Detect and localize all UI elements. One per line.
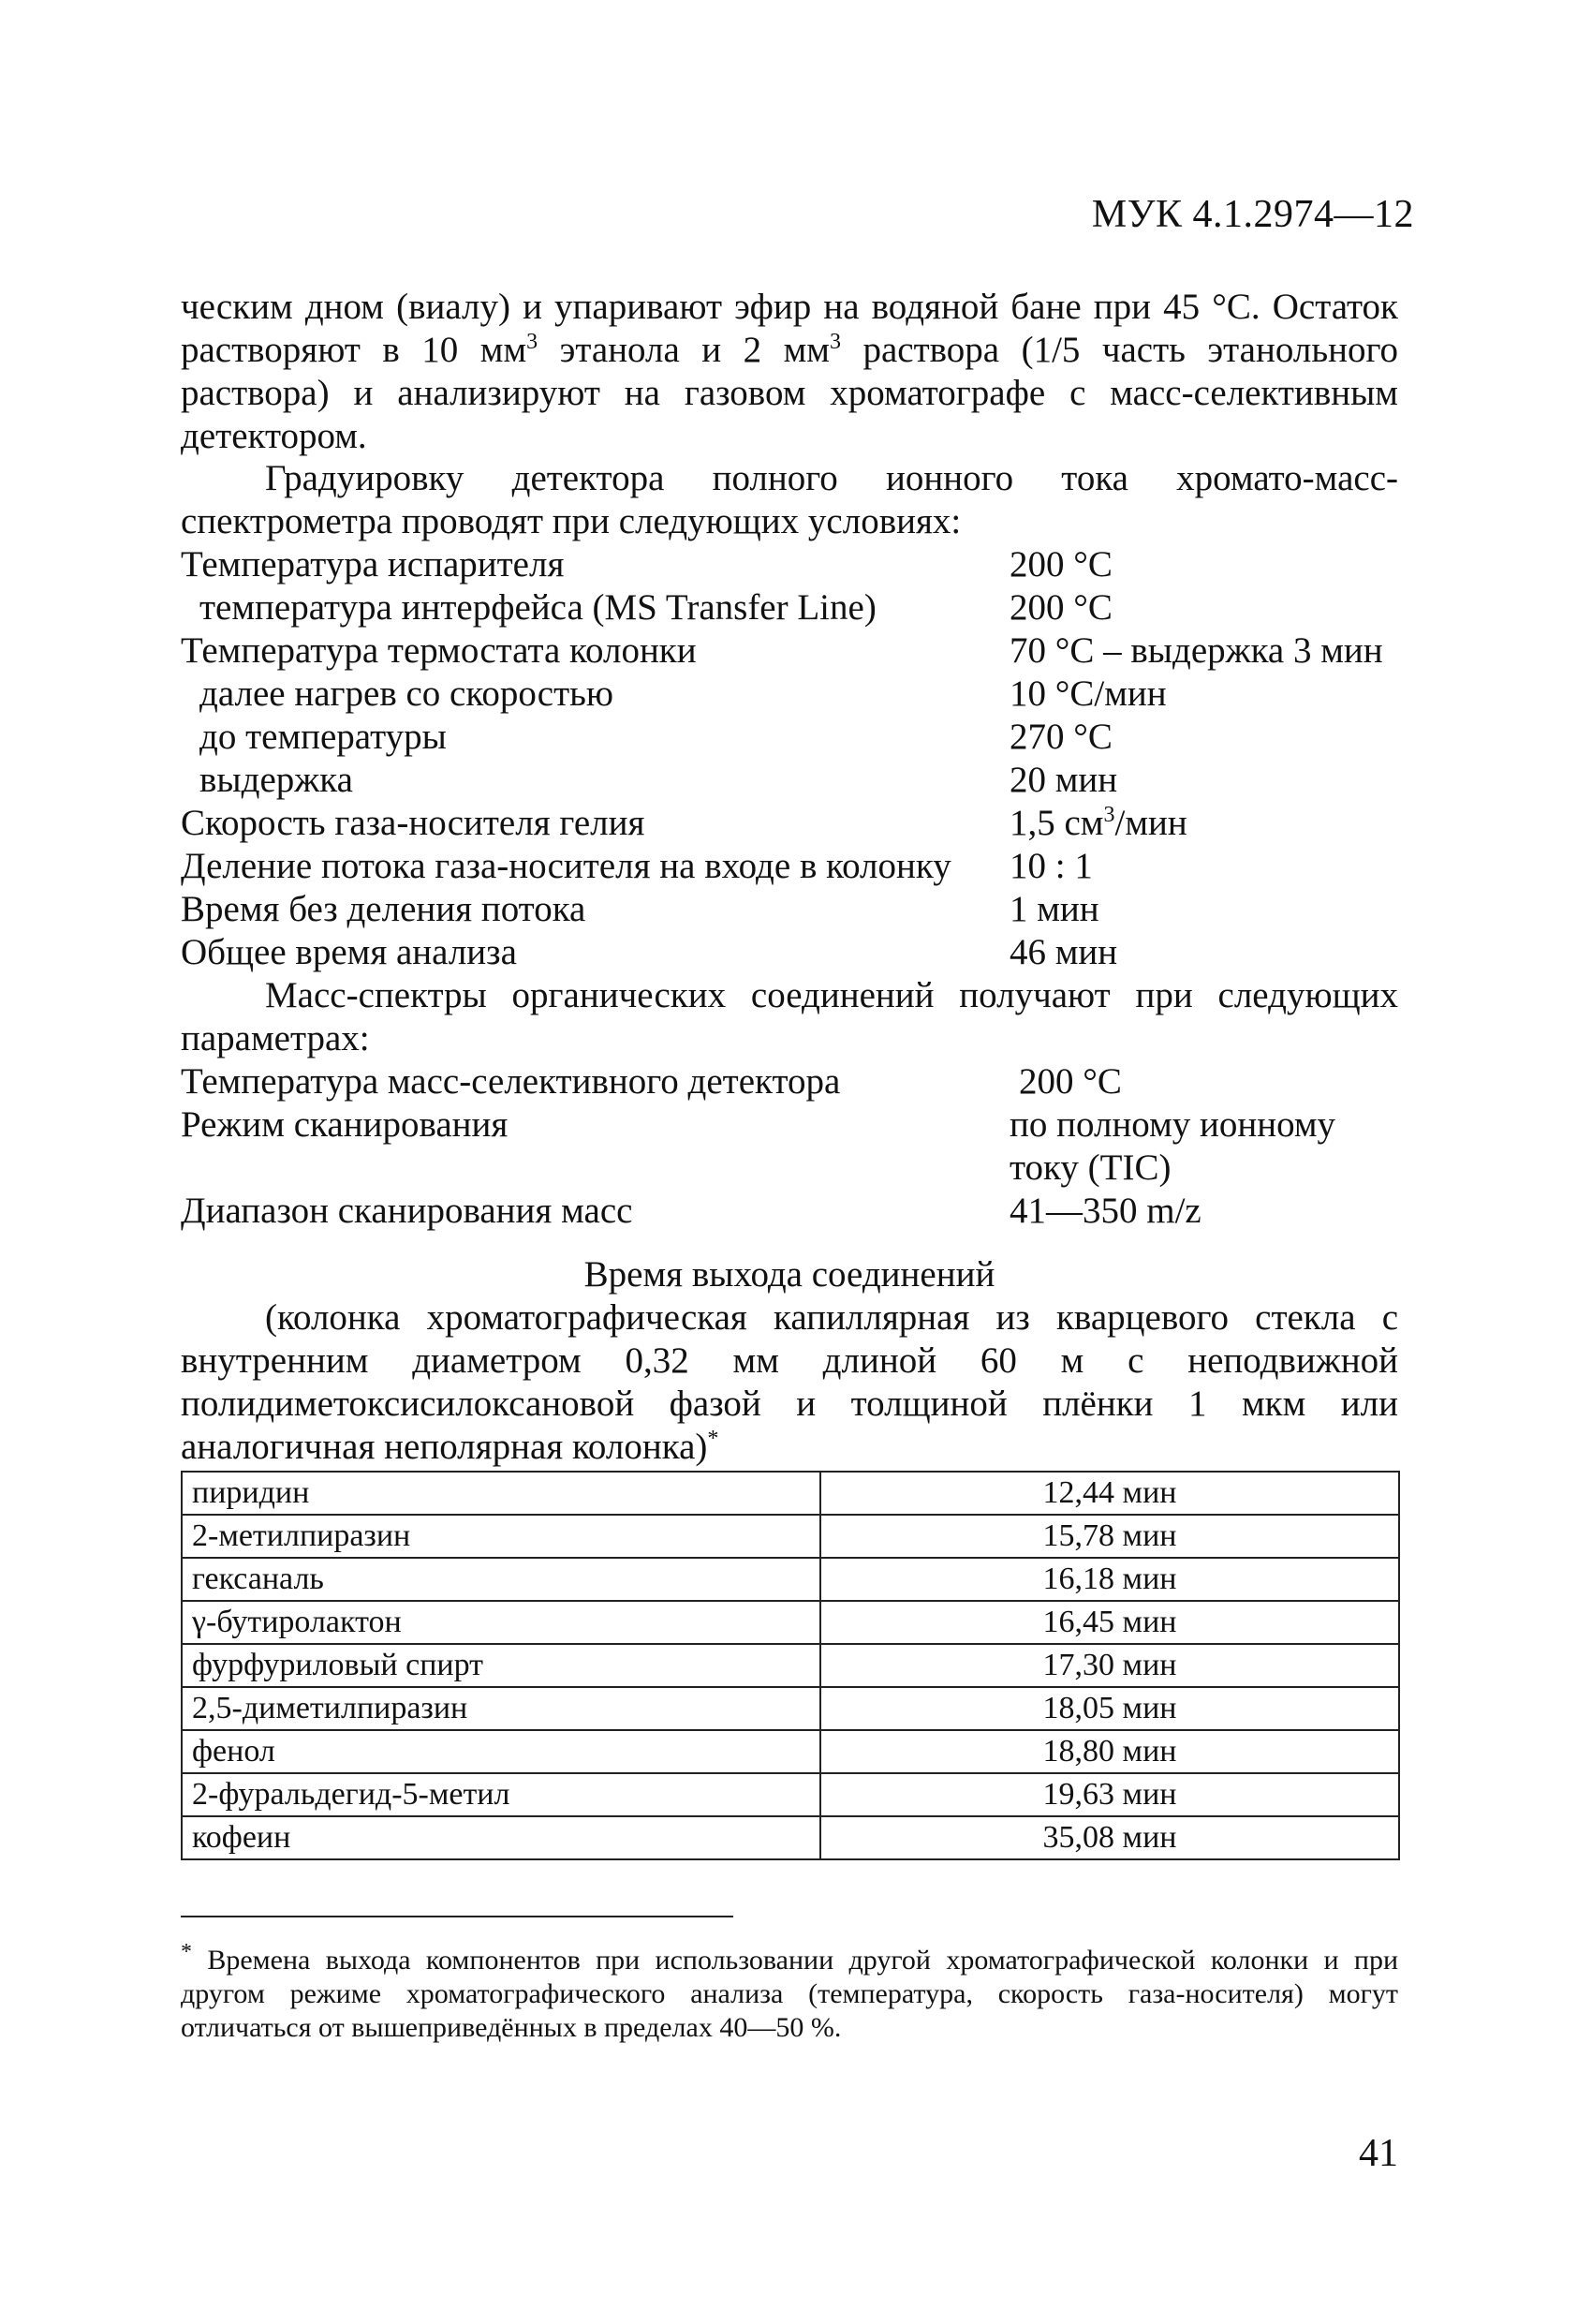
condition-row <box>181 759 1417 802</box>
compound-cell: пиридин <box>182 1472 820 1515</box>
ms-param-row <box>181 1060 1417 1103</box>
compound-cell: 2-фуральдегид-5-метил <box>182 1773 820 1816</box>
condition-row <box>181 931 1417 974</box>
ms-param-value: 200 °С <box>1019 1061 1122 1102</box>
condition-row <box>181 543 1417 586</box>
condition-row <box>181 629 1417 673</box>
page-number: 41 <box>1359 2132 1398 2175</box>
retention-time-cell: 16,18 мин <box>820 1558 1399 1601</box>
table-row <box>182 1773 1399 1816</box>
table-row <box>182 1515 1399 1558</box>
compound-cell: 2-метилпиразин <box>182 1515 820 1558</box>
ms-param-value <box>1010 1103 1335 1190</box>
compound-cell: гексаналь <box>182 1558 820 1601</box>
paragraph-text: этанола и 2 мм <box>538 330 830 370</box>
table-row <box>182 1601 1399 1644</box>
table-row <box>182 1816 1399 1859</box>
ms-param-name: Режим сканирования <box>181 1104 509 1145</box>
paragraph-text: ческим дном (виалу) и упаривают эфир на водяной бане при 45 °С. Остаток растворяют в 10 мм <box>181 287 1398 370</box>
paragraph-text: (колонка хроматографическая капиллярная из кварцевого стекла с внутренним диаметром 0,32 мм длиной 60 м с неподвижной полидиметоксисилоксановой фазой и толщиной плёнки 1 мкм или аналогичная неполярная колонка) <box>181 1297 1398 1467</box>
condition-name: Температура термостата колонки <box>181 630 697 671</box>
document-code: МУК 4.1.2974—12 <box>1091 193 1414 236</box>
footnote-text: Времена выхода компонентов при использовании другой хроматографической колонки и при другом режиме хроматографического анализа (температура, скорость газа-носителя) могут отличаться от вышеприведённых в пределах 40—50 %. <box>181 1945 1398 2043</box>
superscript: 3 <box>830 330 841 354</box>
value-line: току (TIC) <box>1010 1147 1172 1188</box>
condition-value: 70 °С – выдержка 3 мин <box>1010 630 1383 671</box>
retention-time-cell: 16,45 мин <box>820 1601 1399 1644</box>
condition-name: Скорость газа-носителя гелия <box>181 803 645 843</box>
retention-time-cell: 15,78 мин <box>820 1515 1399 1558</box>
retention-time-cell: 17,30 мин <box>820 1644 1399 1687</box>
value-text: /мин <box>1114 803 1187 843</box>
condition-name: до температуры <box>199 717 447 757</box>
condition-name: температура интерфейса (MS Transfer Line) <box>199 587 877 628</box>
condition-row <box>181 673 1417 716</box>
superscript: 3 <box>526 330 538 354</box>
condition-row <box>181 888 1417 931</box>
condition-name: Температура испарителя <box>181 544 565 585</box>
table-row <box>182 1472 1399 1515</box>
condition-value: 10 : 1 <box>1010 846 1093 886</box>
section-title: Время выхода соединений <box>583 1254 995 1295</box>
condition-name: Деление потока газа-носителя на входе в колонку <box>181 846 951 886</box>
condition-value: 270 °С <box>1010 717 1113 757</box>
value-text: 1,5 см <box>1010 803 1104 843</box>
superscript: 3 <box>1103 803 1115 827</box>
condition-value: 200 °С <box>1010 587 1113 628</box>
retention-time-table <box>181 1471 1400 1860</box>
footnote-divider <box>181 1916 733 1917</box>
retention-time-cell: 18,05 мин <box>820 1687 1399 1730</box>
footnote-marker: * <box>181 1940 192 1964</box>
compound-cell: фенол <box>182 1730 820 1773</box>
table-row <box>182 1644 1399 1687</box>
conditions-list <box>181 543 1417 974</box>
compound-cell: 2,5-диметилпиразин <box>182 1687 820 1730</box>
footnote <box>181 1940 1398 2045</box>
condition-row <box>181 802 1417 845</box>
condition-row <box>181 716 1417 759</box>
value-line: по полному ионному <box>1010 1104 1336 1145</box>
retention-time-cell: 12,44 мин <box>820 1472 1399 1515</box>
paragraph-calibration: Градуировку детектора полного ионного тока хромато-масс-спектрометра проводят при следующих условиях: <box>181 458 1398 541</box>
retention-time-cell: 35,08 мин <box>820 1816 1399 1859</box>
condition-name: выдержка <box>199 760 353 800</box>
paragraph-text: раствора (1/5 часть этанольного раствора) и анализируют на газовом хроматографе с масс-селективным детектором. <box>181 330 1398 456</box>
ms-parameters-list <box>181 1060 1417 1233</box>
condition-value: 1 мин <box>1010 889 1099 929</box>
condition-name: Время без деления потока <box>181 889 586 929</box>
ms-param-value: 41—350 m/z <box>1010 1191 1201 1231</box>
paragraph-sample-prep <box>181 286 1398 458</box>
retention-time-cell: 18,80 мин <box>820 1730 1399 1773</box>
condition-name: Общее время анализа <box>181 932 517 972</box>
ms-param-row <box>181 1190 1417 1233</box>
table-row <box>182 1730 1399 1773</box>
condition-value: 200 °С <box>1010 544 1113 585</box>
condition-value <box>1010 802 1187 845</box>
ms-param-row <box>181 1103 1417 1190</box>
condition-value: 20 мин <box>1010 760 1118 800</box>
condition-value: 10 °С/мин <box>1010 674 1167 714</box>
condition-value: 46 мин <box>1010 932 1118 972</box>
table-row <box>182 1687 1399 1730</box>
retention-time-cell: 19,63 мин <box>820 1773 1399 1816</box>
compound-cell: кофеин <box>182 1816 820 1859</box>
paragraph-mass-spectra: Масс-спектры органических соединений получают при следующих параметрах: <box>181 975 1398 1058</box>
table-row <box>182 1558 1399 1601</box>
condition-row <box>181 586 1417 629</box>
ms-param-name: Диапазон сканирования масс <box>181 1191 633 1231</box>
compound-cell: γ-бутиролактон <box>182 1601 820 1644</box>
compound-cell: фурфуриловый спирт <box>182 1644 820 1687</box>
footnote-marker: * <box>707 1427 719 1451</box>
paragraph-column-description <box>181 1296 1398 1469</box>
ms-param-name: Температура масс-селективного детектора <box>181 1061 841 1102</box>
condition-name: далее нагрев со скоростью <box>199 674 614 714</box>
condition-row <box>181 845 1417 888</box>
